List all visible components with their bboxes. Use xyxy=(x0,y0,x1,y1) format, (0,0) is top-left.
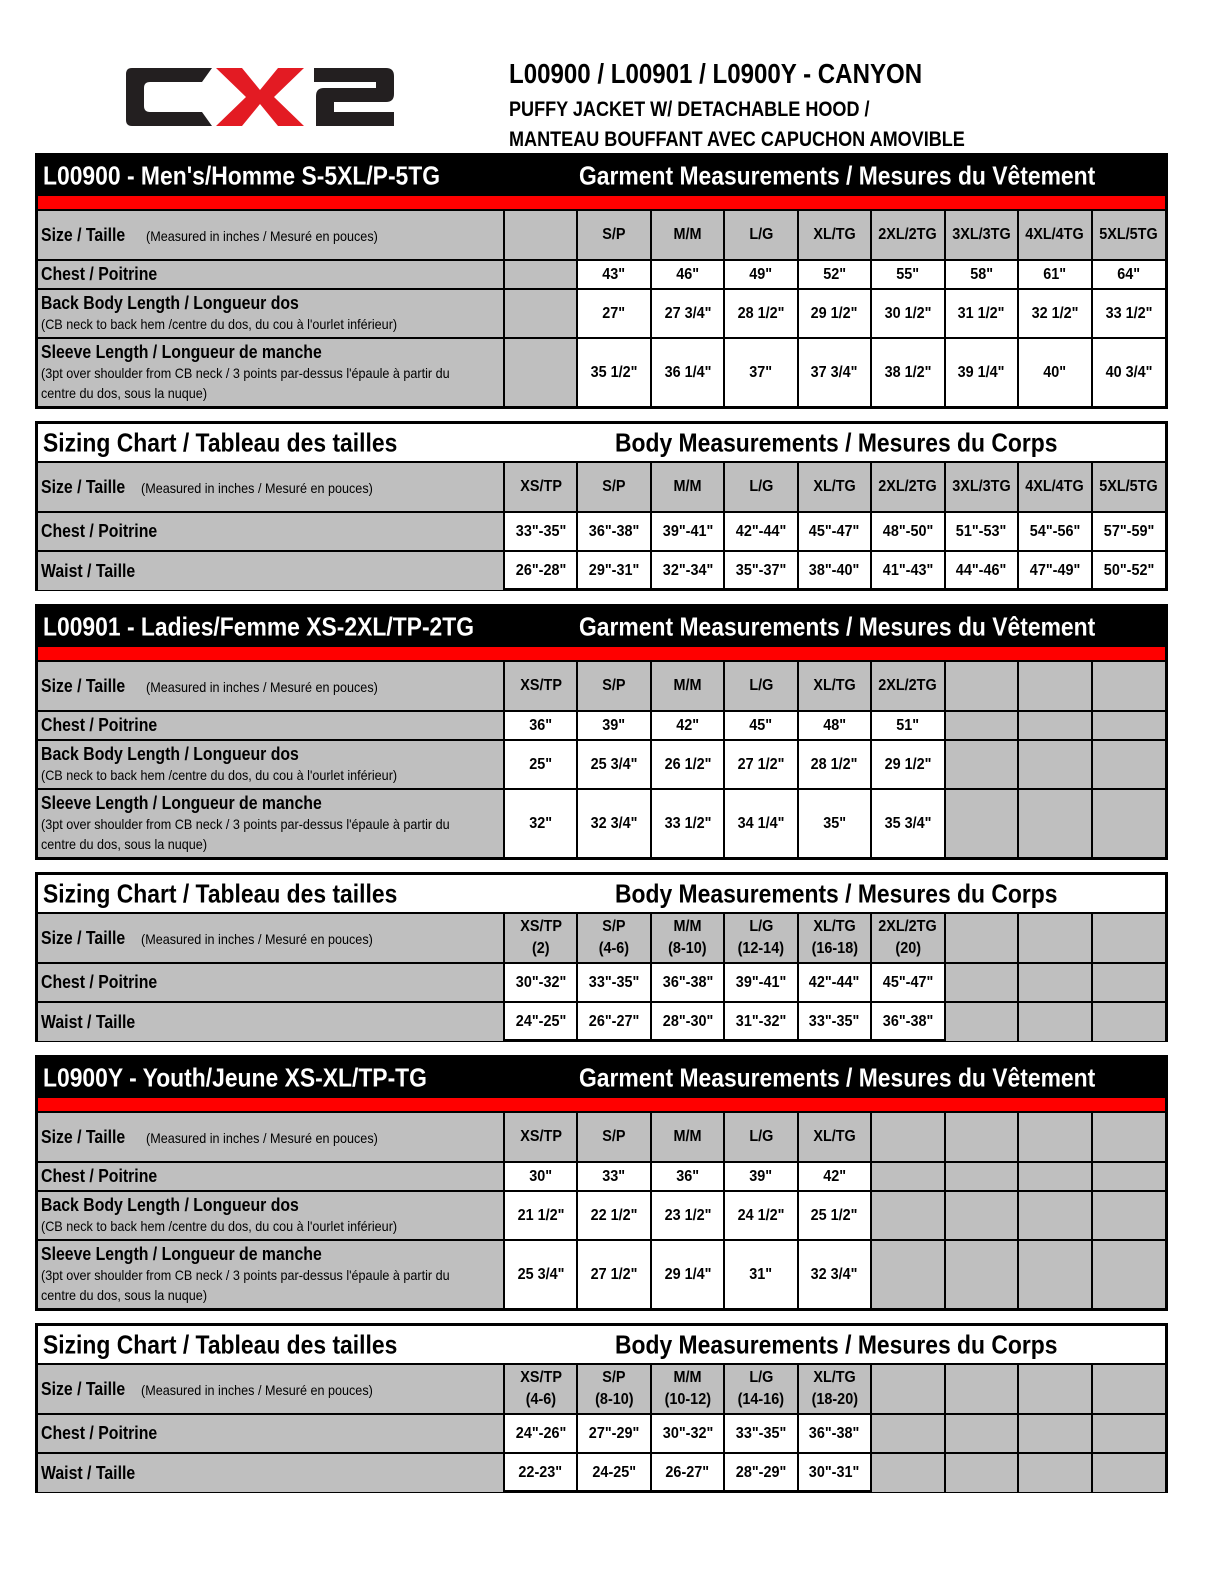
waist-value-cell xyxy=(1092,1453,1166,1492)
back-value-cell xyxy=(1092,1191,1166,1240)
size-label: Size / Taille (Measured in inches / Mesuré en pouces) xyxy=(38,914,504,963)
chest-value-cell: 36"-38" xyxy=(798,1414,871,1453)
size-cell: S/P xyxy=(577,662,650,711)
mens-body-table xyxy=(35,421,1168,591)
size-cell: XS/TP xyxy=(504,1113,577,1162)
sleeve-value-cell xyxy=(1018,1240,1091,1308)
back-length-label: Back Body Length / Longueur dos (CB neck to back hem /centre du dos, du cou à l'ourlet inférieur) xyxy=(38,289,504,338)
waist-value-cell: 50"-52" xyxy=(1092,551,1166,590)
waist-label: Waist / Taille xyxy=(38,551,504,590)
back-length-row xyxy=(38,1191,1165,1240)
chest-value-cell: 51" xyxy=(871,711,944,740)
size-cell: XS/TP xyxy=(504,662,577,711)
size-cell: XL/TG (18-20) xyxy=(798,1365,871,1414)
sleeve-value-cell: 37 3/4" xyxy=(798,338,871,406)
waist-label: Waist / Taille xyxy=(38,1453,504,1492)
back-value-cell: 28 1/2" xyxy=(798,740,871,789)
size-row xyxy=(38,914,1165,963)
size-label: Size / Taille (Measured in inches / Mesuré en pouces) xyxy=(38,1365,504,1414)
mens-body-grid xyxy=(38,463,1165,590)
chest-value-cell xyxy=(1092,1162,1166,1191)
size-row xyxy=(38,662,1165,711)
chest-value-cell: 30" xyxy=(504,1162,577,1191)
back-value-cell: 27" xyxy=(577,289,650,338)
chest-value-cell: 61" xyxy=(1018,260,1091,289)
back-value-cell: 27 1/2" xyxy=(724,740,797,789)
size-cell xyxy=(1018,1113,1091,1162)
chest-value-cell: 45" xyxy=(724,711,797,740)
back-value-cell: 25 3/4" xyxy=(577,740,650,789)
chest-label: Chest / Poitrine xyxy=(38,512,504,551)
back-value-cell: 23 1/2" xyxy=(651,1191,724,1240)
size-cell: M/M xyxy=(651,211,724,260)
chest-value-cell xyxy=(871,1162,944,1191)
sleeve-value-cell: 35 3/4" xyxy=(871,789,944,857)
waist-value-cell: 28"-29" xyxy=(724,1453,797,1492)
ladies-body-grid xyxy=(38,914,1165,1041)
waist-value-cell: 26"-28" xyxy=(504,551,577,590)
size-cell: 4XL/4TG xyxy=(1018,463,1091,512)
size-cell xyxy=(1018,914,1091,963)
chest-value-cell: 42"-44" xyxy=(798,963,871,1002)
chest-row xyxy=(38,1414,1165,1453)
mens-title: L00900 - Men's/Homme S-5XL/P-5TG xyxy=(43,160,441,191)
back-value-cell: 31 1/2" xyxy=(945,289,1018,338)
size-cell xyxy=(945,1113,1018,1162)
size-cell: L/G xyxy=(724,1113,797,1162)
size-cell: L/G xyxy=(724,211,797,260)
chest-value-cell xyxy=(1092,711,1166,740)
youth-garment-table xyxy=(35,1055,1168,1311)
body-measurements-heading: Body Measurements / Mesures du Corps xyxy=(615,1329,1058,1359)
chest-value-cell: 42" xyxy=(798,1162,871,1191)
size-label: Size / Taille (Measured in inches / Mesuré en pouces) xyxy=(38,463,504,512)
size-cell: L/G xyxy=(724,463,797,512)
ladies-garment-header xyxy=(38,607,1165,647)
chest-value-cell: 64" xyxy=(1092,260,1166,289)
red-divider xyxy=(38,647,1165,662)
back-value-cell: 29 1/2" xyxy=(798,289,871,338)
garment-measurements-heading: Garment Measurements / Mesures du Vêtement xyxy=(579,611,1096,642)
chest-value-cell: 39" xyxy=(577,711,650,740)
youth-body-grid xyxy=(38,1365,1165,1492)
size-cell xyxy=(1092,662,1166,711)
waist-value-cell: 47"-49" xyxy=(1018,551,1091,590)
size-cell: L/G xyxy=(724,662,797,711)
sleeve-length-label: Sleeve Length / Longueur de manche (3pt over shoulder from CB neck / 3 points par-dessus l'épaule à partir du centre du dos, sous la nuque) xyxy=(38,1240,504,1308)
size-row xyxy=(38,463,1165,512)
size-cell xyxy=(504,211,577,260)
chest-value-cell: 39"-41" xyxy=(651,512,724,551)
waist-value-cell: 24-25" xyxy=(577,1453,650,1492)
chest-value-cell xyxy=(945,963,1018,1002)
waist-value-cell: 44"-46" xyxy=(945,551,1018,590)
size-cell: M/M xyxy=(651,1113,724,1162)
back-value-cell xyxy=(945,1191,1018,1240)
size-cell: 2XL/2TG xyxy=(871,463,944,512)
chest-value-cell: 39"-41" xyxy=(724,963,797,1002)
chest-value-cell xyxy=(1092,1414,1166,1453)
size-cell: L/G (14-16) xyxy=(724,1365,797,1414)
sleeve-length-row xyxy=(38,789,1165,857)
size-cell: XS/TP (4-6) xyxy=(504,1365,577,1414)
size-label: Size / Taille (Measured in inches / Mesuré en pouces) xyxy=(38,1113,504,1162)
red-divider xyxy=(38,196,1165,211)
size-cell: XL/TG xyxy=(798,662,871,711)
chest-value-cell xyxy=(1018,1162,1091,1191)
sleeve-value-cell: 31" xyxy=(724,1240,797,1308)
size-row xyxy=(38,1113,1165,1162)
chest-label: Chest / Poitrine xyxy=(38,963,504,1002)
size-cell: XL/TG xyxy=(798,463,871,512)
body-measurements-heading: Body Measurements / Mesures du Corps xyxy=(615,427,1058,457)
sleeve-length-row xyxy=(38,338,1165,406)
chest-value-cell: 57"-59" xyxy=(1092,512,1166,551)
back-value-cell: 29 1/2" xyxy=(871,740,944,789)
chest-label: Chest / Poitrine xyxy=(38,1414,504,1453)
size-cell xyxy=(1018,1365,1091,1414)
sleeve-value-cell: 25 3/4" xyxy=(504,1240,577,1308)
mens-sizing-header xyxy=(38,424,1165,463)
sleeve-value-cell: 40 3/4" xyxy=(1092,338,1166,406)
chest-value-cell: 27"-29" xyxy=(577,1414,650,1453)
chest-value-cell: 49" xyxy=(724,260,797,289)
sleeve-length-label: Sleeve Length / Longueur de manche (3pt over shoulder from CB neck / 3 points par-dessus l'épaule à partir du centre du dos, sous la nuque) xyxy=(38,789,504,857)
chest-value-cell xyxy=(945,1414,1018,1453)
garment-measurements-heading: Garment Measurements / Mesures du Vêtement xyxy=(579,160,1096,191)
cx2-logo xyxy=(124,62,396,132)
ladies-title: L00901 - Ladies/Femme XS-2XL/TP-2TG xyxy=(43,611,475,642)
size-label: Size / Taille (Measured in inches / Mesuré en pouces) xyxy=(38,211,504,260)
back-value-cell: 25 1/2" xyxy=(798,1191,871,1240)
size-cell: 2XL/2TG xyxy=(871,211,944,260)
sleeve-value-cell xyxy=(945,1240,1018,1308)
youth-garment-header xyxy=(38,1058,1165,1098)
chest-value-cell: 58" xyxy=(945,260,1018,289)
waist-value-cell xyxy=(1092,1002,1166,1041)
chest-value-cell xyxy=(1018,711,1091,740)
chest-value-cell xyxy=(1018,1414,1091,1453)
back-value-cell: 21 1/2" xyxy=(504,1191,577,1240)
size-cell: 2XL/2TG xyxy=(871,662,944,711)
mens-garment-table xyxy=(35,153,1168,409)
size-cell: M/M xyxy=(651,463,724,512)
back-value-cell: 33 1/2" xyxy=(1092,289,1166,338)
ladies-garment-grid xyxy=(38,662,1165,857)
sleeve-value-cell: 33 1/2" xyxy=(651,789,724,857)
waist-value-cell xyxy=(945,1002,1018,1041)
chest-value-cell: 36"-38" xyxy=(577,512,650,551)
waist-value-cell: 26"-27" xyxy=(577,1002,650,1041)
back-value-cell xyxy=(1092,740,1166,789)
sleeve-value-cell xyxy=(1092,789,1166,857)
back-length-label: Back Body Length / Longueur dos (CB neck to back hem /centre du dos, du cou à l'ourlet inférieur) xyxy=(38,740,504,789)
sleeve-value-cell: 27 1/2" xyxy=(577,1240,650,1308)
size-cell: XS/TP xyxy=(504,463,577,512)
back-value-cell: 25" xyxy=(504,740,577,789)
size-cell: 5XL/5TG xyxy=(1092,463,1166,512)
size-cell xyxy=(1018,662,1091,711)
chest-value-cell: 33" xyxy=(577,1162,650,1191)
waist-value-cell: 29"-31" xyxy=(577,551,650,590)
back-value-cell xyxy=(871,1191,944,1240)
back-value-cell xyxy=(1018,740,1091,789)
chest-value-cell xyxy=(1092,963,1166,1002)
chest-label: Chest / Poitrine xyxy=(38,1162,504,1191)
sleeve-value-cell: 35 1/2" xyxy=(577,338,650,406)
size-cell xyxy=(1092,1113,1166,1162)
size-cell: L/G (12-14) xyxy=(724,914,797,963)
size-cell: XL/TG (16-18) xyxy=(798,914,871,963)
waist-value-cell: 33"-35" xyxy=(798,1002,871,1041)
size-cell: S/P xyxy=(577,463,650,512)
document-title: L00900 / L00901 / L0900Y - CANYON xyxy=(509,58,923,89)
waist-value-cell: 22-23" xyxy=(504,1453,577,1492)
sleeve-value-cell: 34 1/4" xyxy=(724,789,797,857)
chest-value-cell: 33"-35" xyxy=(724,1414,797,1453)
chest-value-cell: 36"-38" xyxy=(651,963,724,1002)
size-cell: 5XL/5TG xyxy=(1092,211,1166,260)
size-cell: S/P xyxy=(577,211,650,260)
waist-value-cell xyxy=(871,1453,944,1492)
size-row xyxy=(38,1365,1165,1414)
size-cell xyxy=(945,1365,1018,1414)
sleeve-value-cell xyxy=(1092,1240,1166,1308)
mens-garment-grid xyxy=(38,211,1165,406)
chest-label: Chest / Poitrine xyxy=(38,711,504,740)
sleeve-value-cell xyxy=(871,1240,944,1308)
youth-title: L0900Y - Youth/Jeune XS-XL/TP-TG xyxy=(43,1062,427,1093)
waist-value-cell: 32"-34" xyxy=(651,551,724,590)
mens-garment-header xyxy=(38,156,1165,196)
chest-row xyxy=(38,1162,1165,1191)
size-cell xyxy=(945,662,1018,711)
back-value-cell: 27 3/4" xyxy=(651,289,724,338)
waist-value-cell: 24"-25" xyxy=(504,1002,577,1041)
sleeve-value-cell: 40" xyxy=(1018,338,1091,406)
back-value-cell: 32 1/2" xyxy=(1018,289,1091,338)
chest-value-cell xyxy=(1018,963,1091,1002)
sleeve-value-cell: 35" xyxy=(798,789,871,857)
ladies-sizing-header xyxy=(38,875,1165,914)
waist-value-cell: 38"-40" xyxy=(798,551,871,590)
chest-value-cell: 24"-26" xyxy=(504,1414,577,1453)
chest-value-cell: 43" xyxy=(577,260,650,289)
document-subtitle-line-1: PUFFY JACKET W/ DETACHABLE HOOD / xyxy=(509,98,870,121)
waist-value-cell xyxy=(945,1453,1018,1492)
sleeve-value-cell xyxy=(945,789,1018,857)
sleeve-value-cell: 37" xyxy=(724,338,797,406)
back-value-cell: 24 1/2" xyxy=(724,1191,797,1240)
size-cell: M/M xyxy=(651,662,724,711)
chest-value-cell: 33"-35" xyxy=(504,512,577,551)
sleeve-value-cell xyxy=(504,338,577,406)
garment-measurements-heading: Garment Measurements / Mesures du Vêtement xyxy=(579,1062,1096,1093)
size-cell: XL/TG xyxy=(798,1113,871,1162)
back-length-row xyxy=(38,289,1165,338)
size-cell: M/M (10-12) xyxy=(651,1365,724,1414)
chest-value-cell xyxy=(871,1414,944,1453)
red-divider xyxy=(38,1098,1165,1113)
youth-garment-grid xyxy=(38,1113,1165,1308)
back-value-cell: 26 1/2" xyxy=(651,740,724,789)
sleeve-value-cell: 36 1/4" xyxy=(651,338,724,406)
chest-value-cell: 55" xyxy=(871,260,944,289)
youth-body-table xyxy=(35,1323,1168,1493)
size-cell: S/P xyxy=(577,1113,650,1162)
chest-value-cell: 36" xyxy=(651,1162,724,1191)
size-row xyxy=(38,211,1165,260)
back-value-cell: 28 1/2" xyxy=(724,289,797,338)
sleeve-value-cell: 38 1/2" xyxy=(871,338,944,406)
chest-value-cell: 51"-53" xyxy=(945,512,1018,551)
size-cell: XL/TG xyxy=(798,211,871,260)
sleeve-length-label: Sleeve Length / Longueur de manche (3pt over shoulder from CB neck / 3 points par-dessus l'épaule à partir du centre du dos, sous la nuque) xyxy=(38,338,504,406)
back-length-row xyxy=(38,740,1165,789)
chest-value-cell xyxy=(945,1162,1018,1191)
sleeve-value-cell xyxy=(1018,789,1091,857)
ladies-garment-table xyxy=(35,604,1168,860)
sleeve-value-cell: 32" xyxy=(504,789,577,857)
waist-value-cell: 30"-31" xyxy=(798,1453,871,1492)
size-cell: S/P (4-6) xyxy=(577,914,650,963)
chest-value-cell: 45"-47" xyxy=(798,512,871,551)
size-cell xyxy=(1092,914,1166,963)
body-measurements-heading: Body Measurements / Mesures du Corps xyxy=(615,878,1058,908)
chest-value-cell: 30"-32" xyxy=(504,963,577,1002)
back-length-label: Back Body Length / Longueur dos (CB neck to back hem /centre du dos, du cou à l'ourlet inférieur) xyxy=(38,1191,504,1240)
document-subtitle-line-2: MANTEAU BOUFFANT AVEC CAPUCHON AMOVIBLE xyxy=(509,128,965,151)
chest-row xyxy=(38,711,1165,740)
back-value-cell xyxy=(945,740,1018,789)
chest-row xyxy=(38,512,1165,551)
size-label: Size / Taille (Measured in inches / Mesuré en pouces) xyxy=(38,662,504,711)
waist-row xyxy=(38,1002,1165,1041)
chest-row xyxy=(38,963,1165,1002)
chest-value-cell: 36" xyxy=(504,711,577,740)
chest-value-cell: 52" xyxy=(798,260,871,289)
back-value-cell xyxy=(504,289,577,338)
waist-row xyxy=(38,551,1165,590)
chest-row xyxy=(38,260,1165,289)
chest-value-cell: 42"-44" xyxy=(724,512,797,551)
size-cell: 3XL/3TG xyxy=(945,211,1018,260)
back-value-cell: 22 1/2" xyxy=(577,1191,650,1240)
sleeve-value-cell: 32 3/4" xyxy=(798,1240,871,1308)
chest-value-cell: 39" xyxy=(724,1162,797,1191)
sleeve-value-cell: 39 1/4" xyxy=(945,338,1018,406)
chest-value-cell: 54"-56" xyxy=(1018,512,1091,551)
chest-value-cell: 48" xyxy=(798,711,871,740)
back-value-cell: 30 1/2" xyxy=(871,289,944,338)
waist-value-cell: 28"-30" xyxy=(651,1002,724,1041)
sleeve-value-cell: 32 3/4" xyxy=(577,789,650,857)
sizing-chart-heading: Sizing Chart / Tableau des tailles xyxy=(43,1329,398,1359)
size-cell: S/P (8-10) xyxy=(577,1365,650,1414)
waist-row xyxy=(38,1453,1165,1492)
chest-value-cell: 46" xyxy=(651,260,724,289)
size-cell xyxy=(871,1113,944,1162)
sizing-chart-heading: Sizing Chart / Tableau des tailles xyxy=(43,878,398,908)
waist-label: Waist / Taille xyxy=(38,1002,504,1041)
size-cell: 2XL/2TG (20) xyxy=(871,914,944,963)
size-cell xyxy=(945,914,1018,963)
chest-value-cell xyxy=(504,260,577,289)
waist-value-cell: 36"-38" xyxy=(871,1002,944,1041)
ladies-body-table xyxy=(35,872,1168,1042)
chest-value-cell: 33"-35" xyxy=(577,963,650,1002)
back-value-cell xyxy=(1018,1191,1091,1240)
waist-value-cell: 35"-37" xyxy=(724,551,797,590)
waist-value-cell: 31"-32" xyxy=(724,1002,797,1041)
chest-value-cell: 42" xyxy=(651,711,724,740)
waist-value-cell: 41"-43" xyxy=(871,551,944,590)
chest-value-cell: 45"-47" xyxy=(871,963,944,1002)
sleeve-value-cell: 29 1/4" xyxy=(651,1240,724,1308)
size-cell: M/M (8-10) xyxy=(651,914,724,963)
waist-value-cell xyxy=(1018,1453,1091,1492)
size-cell: XS/TP (2) xyxy=(504,914,577,963)
chest-label: Chest / Poitrine xyxy=(38,260,504,289)
waist-value-cell: 26-27" xyxy=(651,1453,724,1492)
size-cell: 3XL/3TG xyxy=(945,463,1018,512)
chest-value-cell: 30"-32" xyxy=(651,1414,724,1453)
youth-sizing-header xyxy=(38,1326,1165,1365)
waist-value-cell xyxy=(1018,1002,1091,1041)
size-cell xyxy=(1092,1365,1166,1414)
sizing-chart-heading: Sizing Chart / Tableau des tailles xyxy=(43,427,398,457)
size-cell xyxy=(871,1365,944,1414)
size-cell: 4XL/4TG xyxy=(1018,211,1091,260)
chest-value-cell xyxy=(945,711,1018,740)
sleeve-length-row xyxy=(38,1240,1165,1308)
chest-value-cell: 48"-50" xyxy=(871,512,944,551)
